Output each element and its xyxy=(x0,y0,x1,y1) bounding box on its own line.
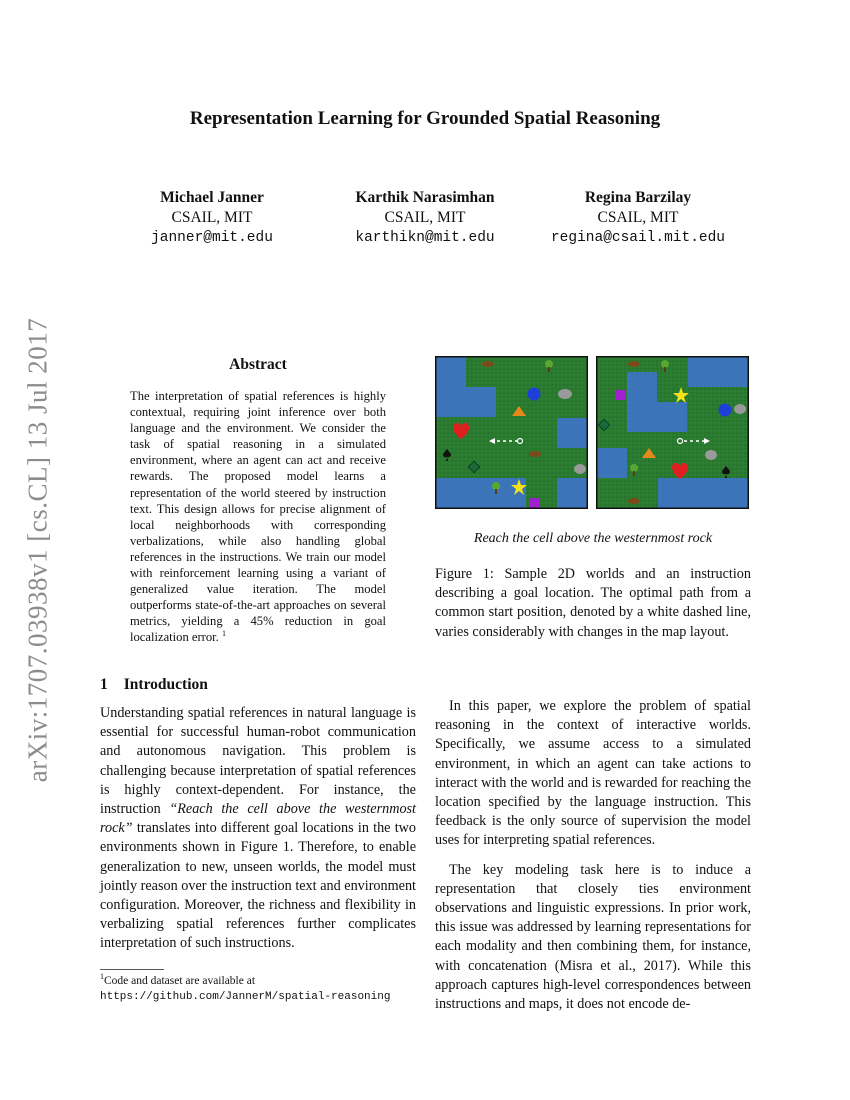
paper-title: Representation Learning for Grounded Spatial Reasoning xyxy=(189,108,661,129)
intro-left-column xyxy=(100,704,416,954)
author-affiliation: CSAIL, MIT xyxy=(384,209,466,226)
intro-right-column xyxy=(435,697,751,1024)
author-email[interactable]: karthikn@mit.edu xyxy=(355,230,495,246)
footnote-marker[interactable]: 1 xyxy=(221,629,226,639)
figure-caption: Figure 1: Sample 2D worlds and an instruction describing a goal location. The optimal path from a common start position, denoted by a white dashed line, varies considerably with changes in the map layout. xyxy=(435,566,751,640)
author-name: Regina Barzilay xyxy=(584,189,692,206)
author-1 xyxy=(92,188,332,248)
footnote: $^1$Code and dataset are available at https://github.com/JannerM/spatial-reasoning xyxy=(100,972,391,1003)
abstract-heading: Abstract xyxy=(229,356,287,373)
figure-map-left xyxy=(435,356,588,509)
author-name: Karthik Narasimhan xyxy=(355,189,495,206)
author-affiliation: CSAIL, MIT xyxy=(597,209,679,226)
author-email[interactable]: janner@mit.edu xyxy=(151,230,273,246)
author-name: Michael Janner xyxy=(160,189,264,206)
author-2 xyxy=(305,188,545,248)
section-title: Introduction xyxy=(123,676,208,693)
author-3 xyxy=(518,188,758,248)
figure-map-right xyxy=(596,356,749,509)
section-heading xyxy=(100,676,208,694)
abstract-text: The interpretation of spatial references is highly contextual, requiring joint inference over both language and the environment. We consider the task of spatial reasoning in a simulated environment, where an agent can act and receive rewards. The proposed model learns a representation of the world steered by instruction text. This design allows for precise alignment of local neighborhoods with corresponding verbalizations, while also handling global references in the instructions. We train our model with reinforcement learning using a variant of generalized value iteration. The model outperforms state-of-the-art approaches on several metrics, yielding a 45% reduction in goal localization error. $^1$ xyxy=(130,389,386,645)
instruction-quote: “Reach the cell above the westernmost rock” xyxy=(100,801,416,837)
figure-instruction: Reach the cell above the westernmost rock xyxy=(473,531,713,546)
arxiv-stamp: arXiv:1707.03938v1 [cs.CL] 13 Jul 2017 xyxy=(22,317,53,783)
footnote-rule xyxy=(100,969,164,970)
section-number: 1 xyxy=(100,676,108,693)
author-affiliation: CSAIL, MIT xyxy=(171,209,253,226)
intro-paragraph: The key modeling task here is to induce a representation that closely ties environment observations and linguistic expressions. In prior work, this issue was addressed by learning representations for each modality and then combining them, for instance, with concatenation (Misra et al., 2017). While this approach captures high-level correspondences between instructions and maps, it does not encode de- xyxy=(435,861,751,1013)
intro-paragraph: Understanding spatial references in natural language is essential for successful human-robot communication and autonomous navigation. This problem is challenging because interpretation of spatial references is highly context-dependent. For instance, the instruction “Reach the cell above the westernmost rock” translates into different goal locations in the two environments shown in Figure 1. Therefore, to enable generalization to new, unseen worlds, the model must jointly reason over the instruction text and environment configuration. Moreover, the richness and flexibility in verbalizing spatial references further complicates interpretation of such instructions. xyxy=(100,705,416,952)
author-email[interactable]: regina@csail.mit.edu xyxy=(550,230,726,246)
intro-paragraph: In this paper, we explore the problem of spatial reasoning in the context of interactive worlds. Specifically, we assume access to a simulated environment, in which an agent can take actions to interact with the world and is rewarded for reaching the location specified by the language instruction. This feedback is the only source of supervision the model uses for interpreting spatial references. xyxy=(435,698,751,849)
code-link[interactable]: https://github.com/JannerM/spatial-reasoning xyxy=(100,991,391,1003)
